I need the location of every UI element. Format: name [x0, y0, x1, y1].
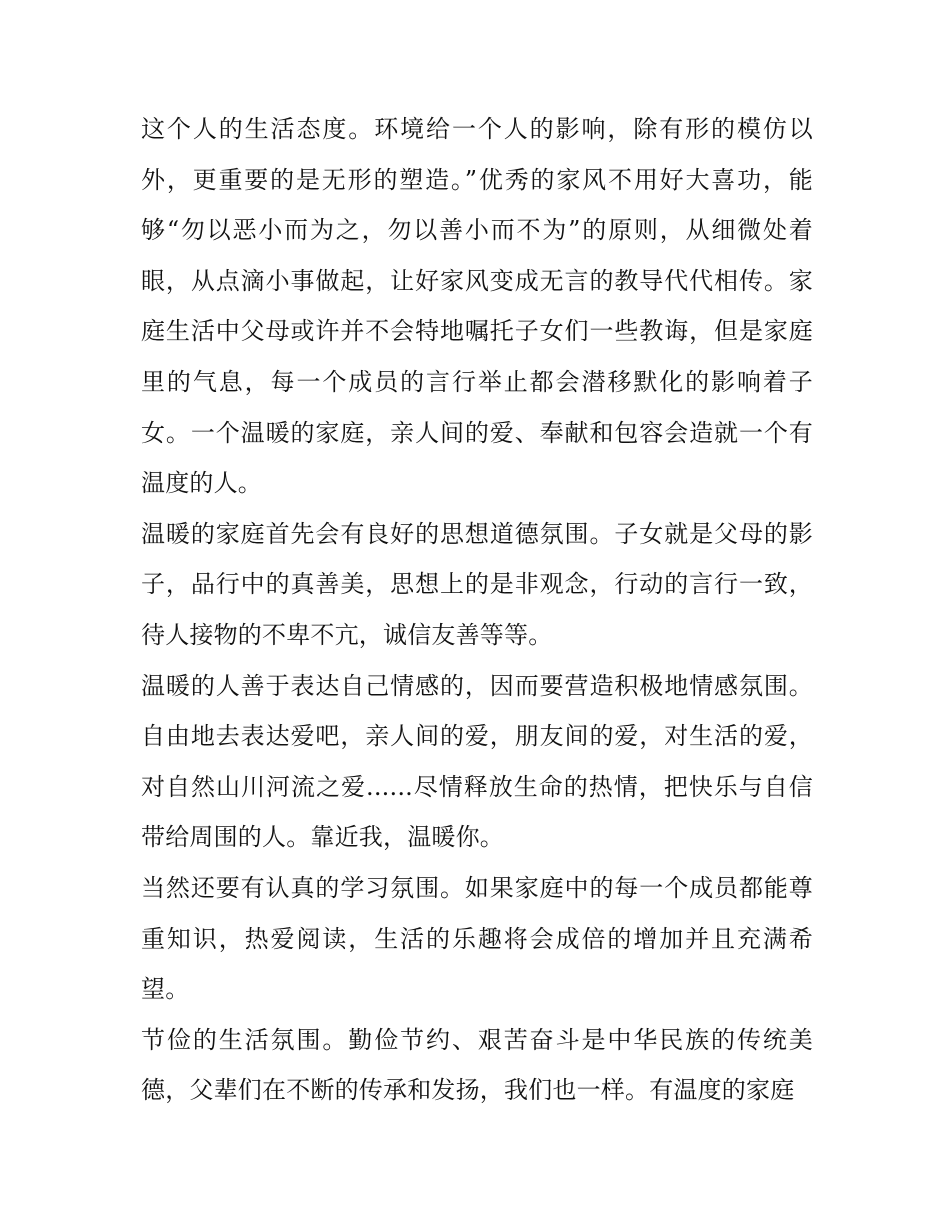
- paragraph-3: 温暖的人善于表达自己情感的，因而要营造积极地情感氛围。自由地去表达爱吧，亲人间的爱，朋友间的爱，对生活的爱，对自然山川河流之爱......尽情释放生命的热情，把快乐与自信带给周围的人。靠近我，温暖你。: [141, 671, 813, 852]
- document-body: [141, 104, 813, 1116]
- paragraph-5: 节俭的生活氛围。勤俭节约、艰苦奋斗是中华民族的传统美德，父辈们在不断的传承和发扬，我们也一样。有温度的家庭: [141, 1025, 813, 1105]
- paragraph-2: 温暖的家庭首先会有良好的思想道德氛围。子女就是父母的影子，品行中的真善美，思想上的是非观念，行动的言行一致，待人接物的不卑不亢，诚信友善等等。: [141, 519, 813, 649]
- paragraph-1: 这个人的生活态度。环境给一个人的影响，除有形的模仿以外，更重要的是无形的塑造。”优秀的家风不用好大喜功，能够“勿以恶小而为之，勿以善小而不为”的原则，从细微处着眼，从点滴小事做起，让好家风变成无言的教导代代相传。家庭生活中父母或许并不会特地嘱托子女们一些教诲，但是家庭里的气息，每一个成员的言行举止都会潜移默化的影响着子女。一个温暖的家庭，亲人间的爱、奉献和包容会造就一个有温度的人。: [141, 115, 813, 498]
- paragraph-4: 当然还要有认真的学习氛围。如果家庭中的每一个成员都能尊重知识，热爱阅读，生活的乐趣将会成倍的增加并且充满希望。: [141, 873, 813, 1004]
